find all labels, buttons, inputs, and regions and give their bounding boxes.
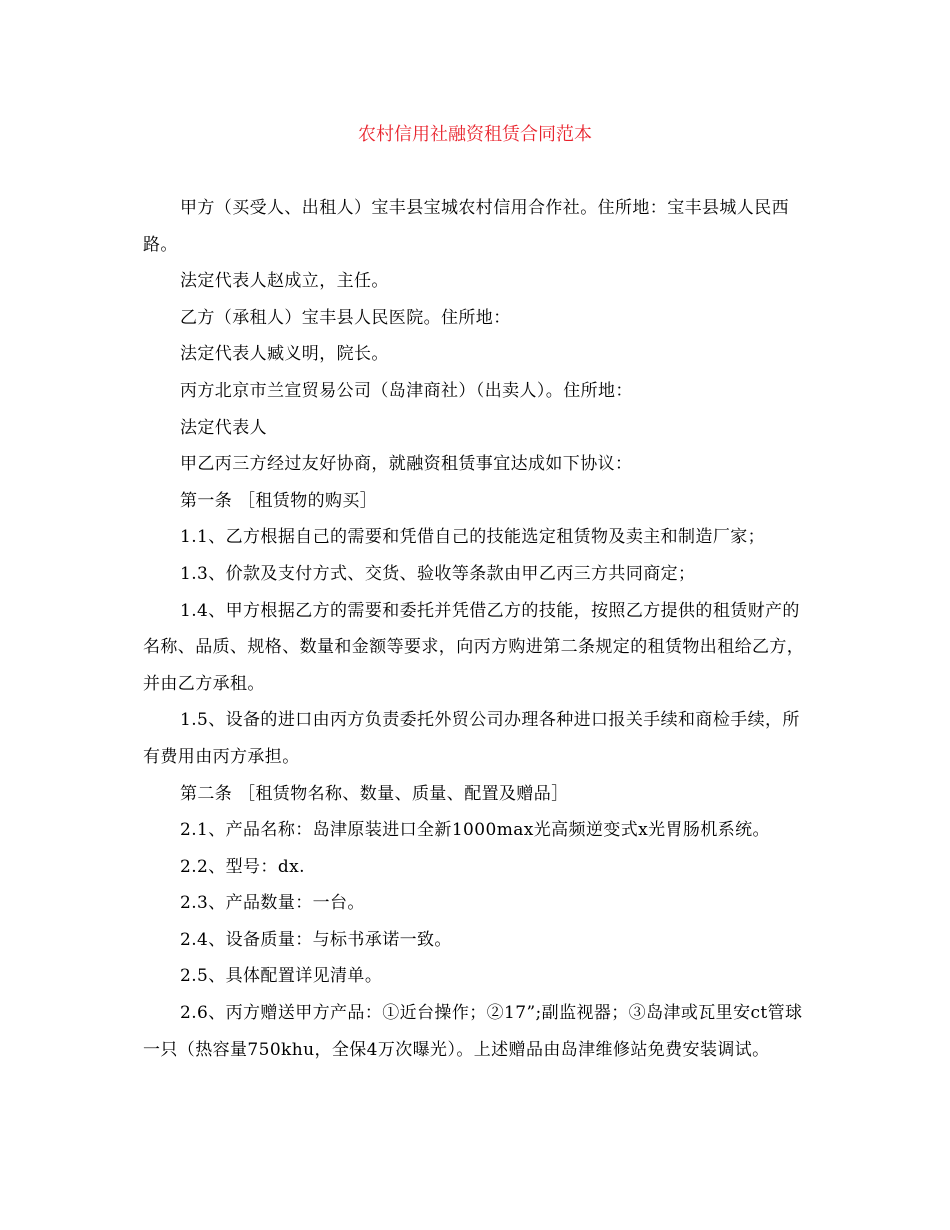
clause-1-5: 1.5、设备的进口由丙方负责委托外贸公司办理各种进口报关手续和商检手续，所有费用由丙方承担。 — [143, 710, 800, 767]
clause-1-4: 1.4、甲方根据乙方的需要和委托并凭借乙方的技能，按照乙方提供的租赁财产的名称、品质、规格、数量和金额等要求，向丙方购进第二条规定的租赁物出租给乙方，并由乙方承租。 — [143, 600, 805, 694]
clause-2-5: 2.5、具体配置详见清单。 — [180, 966, 383, 987]
clause-1-3: 1.3、价款及支付方式、交货、验收等条款由甲乙丙三方共同商定； — [180, 563, 696, 584]
clause-2-2: 2.2、型号：dx. — [180, 856, 305, 877]
clause-2-3: 2.3、产品数量：一台。 — [180, 893, 365, 914]
clause-1-1: 1.1、乙方根据自己的需要和凭借自己的技能选定租赁物及卖主和制造厂家； — [180, 527, 766, 548]
party-b-paragraph: 乙方（承租人）宝丰县人民医院。住所地： — [180, 307, 511, 328]
agreement-intro: 甲乙丙三方经过友好协商，就融资租赁事宜达成如下协议： — [180, 454, 633, 475]
clause-2-4: 2.4、设备质量：与标书承诺一致。 — [180, 929, 452, 950]
article-2-heading: 第二条 ［租赁物名称、数量、质量、配置及赠品］ — [180, 783, 569, 804]
party-b-representative: 法定代表人臧义明，院长。 — [180, 344, 389, 365]
party-a-paragraph: 甲方（买受人、出租人）宝丰县宝城农村信用合作社。住所地：宝丰县城人民西路。 — [143, 198, 789, 255]
party-c-representative: 法定代表人 — [180, 417, 267, 438]
document-body — [143, 190, 809, 1068]
party-a-representative: 法定代表人赵成立，主任。 — [180, 271, 389, 292]
party-c-paragraph: 丙方北京市兰宣贸易公司（岛津商社）（出卖人）。住所地： — [180, 380, 633, 401]
clause-2-1: 2.1、产品名称：岛津原装进口全新1000max光高频逆变式x光胃肠机系统。 — [180, 820, 770, 841]
document-title: 农村信用社融资租赁合同范本 — [358, 124, 592, 145]
clause-2-6: 2.6、丙方赠送甲方产品：①近台操作；②17”;副监视器；③岛津或瓦里安ct管球一只（热容量750khu，全保4万次曝光）。上述赠品由岛津维修站免费安装调试。 — [143, 1003, 803, 1060]
article-1-heading: 第一条 ［租赁物的购买］ — [180, 490, 378, 511]
